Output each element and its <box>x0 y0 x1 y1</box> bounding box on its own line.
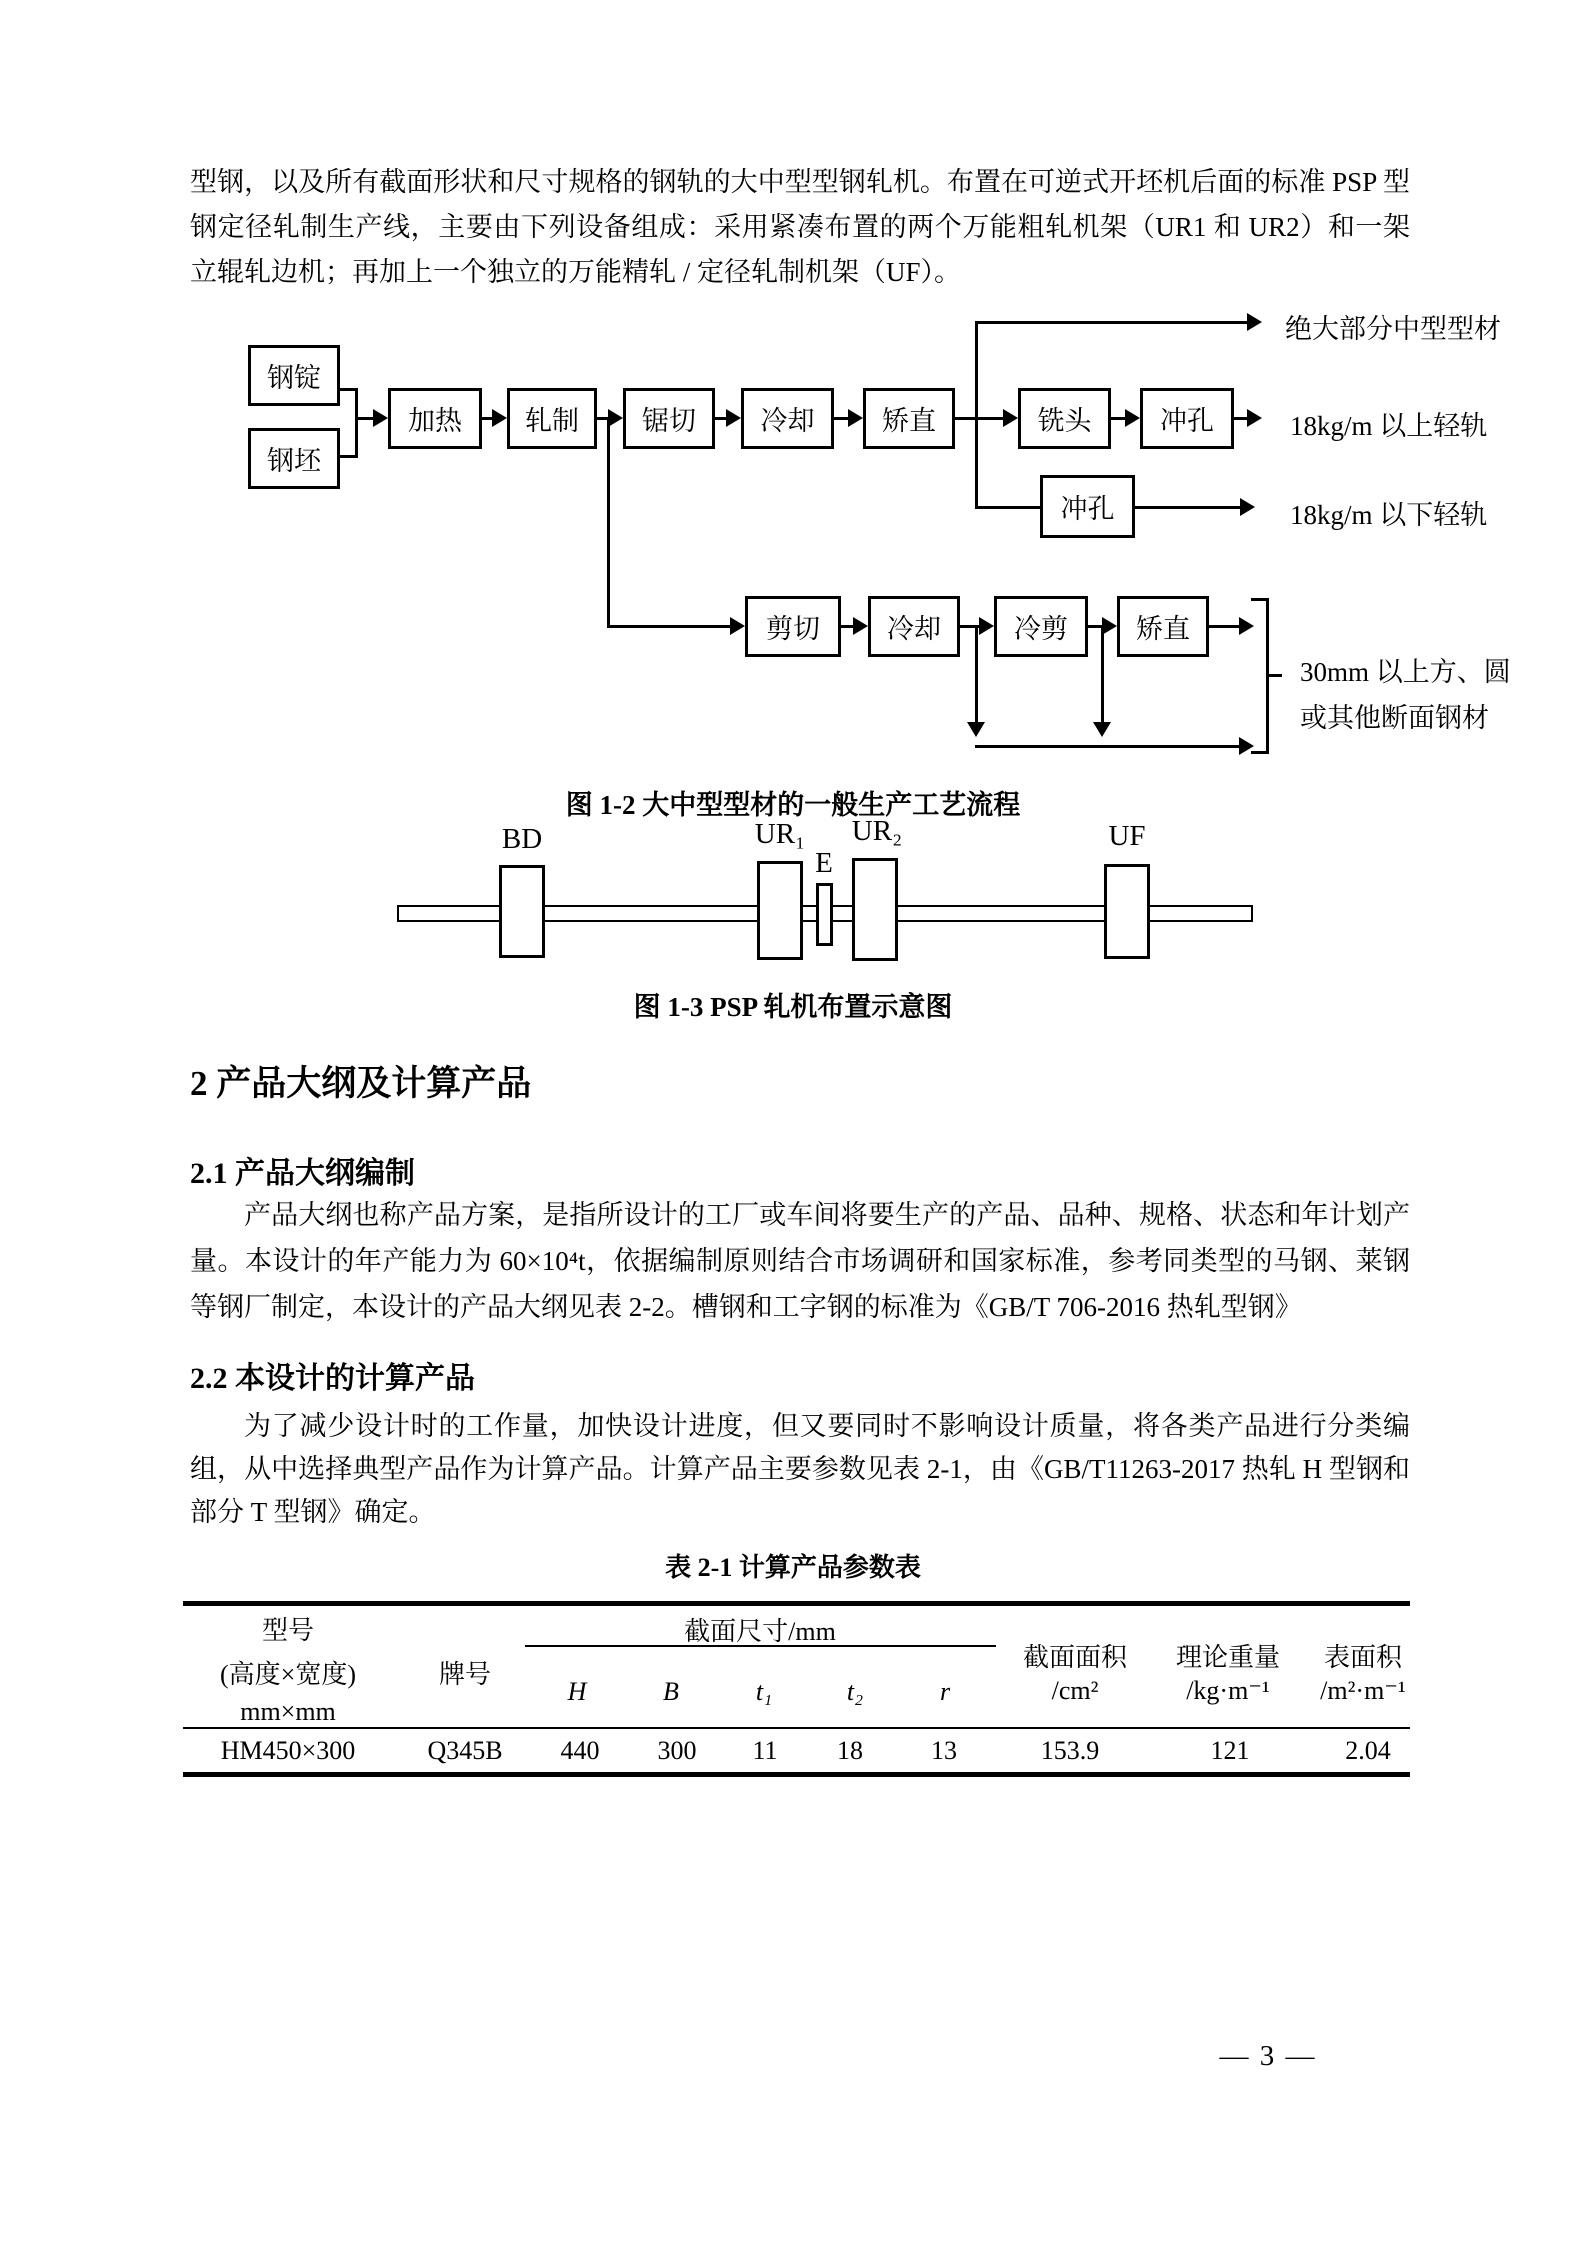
bracket-tick <box>1251 751 1269 754</box>
connector-line <box>975 321 1247 324</box>
flow-box-punching-upper: 冲孔 <box>1140 388 1234 449</box>
connector-line <box>1209 625 1240 628</box>
stand-uf <box>1104 864 1150 959</box>
stand-bd <box>499 865 545 958</box>
arrowhead-right <box>1239 617 1254 635</box>
arrowhead-right <box>1247 409 1262 427</box>
arrowhead-right <box>1102 617 1117 635</box>
connector-line <box>955 417 1004 420</box>
stand-label-e: E <box>815 847 833 879</box>
table-header-weight-line1: 理论重量 <box>1175 1643 1281 1672</box>
table-header-grade: 牌号 <box>438 1660 492 1689</box>
table-header-dim-b: B <box>663 1677 679 1706</box>
table-header-dim-t1: t₁ <box>755 1677 773 1706</box>
arrowhead-right <box>726 409 741 427</box>
section-2-2-paragraph: 为了减少设计时的工作量，加快设计进度，但又要同时不影响设计质量，将各类产品进行分类编组，从中选择典型产品作为计算产品。计算产品主要参数见表 2-1，由《GB/T11263-2017 热轧 H 型钢和部分 T 型钢》确定。 <box>190 1411 1410 1527</box>
table-header-rule <box>183 1727 1410 1729</box>
drop-line <box>975 627 978 722</box>
drop-line <box>1101 627 1104 722</box>
table-cell-area: 153.9 <box>1040 1736 1100 1765</box>
stand-e <box>816 883 833 946</box>
arrowhead-down <box>1093 722 1111 737</box>
table-header-model-line3: mm×mm <box>240 1697 336 1726</box>
chapter-title: 2 产品大纲及计算产品 <box>190 1064 532 1103</box>
table-cell-weight: 121 <box>1210 1736 1250 1765</box>
table-cell-t1: 11 <box>752 1736 778 1765</box>
flow-output-light-rail-below: 18kg/m 以下轻轨 <box>1290 500 1488 530</box>
arrowhead-right <box>730 617 745 635</box>
table-bottom-rule <box>183 1772 1410 1777</box>
flow-box-punching-lower: 冲孔 <box>1040 475 1135 538</box>
table-cell-surface: 2.04 <box>1345 1736 1391 1765</box>
flow-box-sawing: 锯切 <box>623 388 715 449</box>
bracket-tick <box>1251 598 1269 601</box>
table-header-dim-r: r <box>939 1677 951 1706</box>
flow-output-light-rail-above: 18kg/m 以上轻轨 <box>1290 411 1488 441</box>
table-cell-grade: Q345B <box>427 1736 503 1765</box>
stand-ur1 <box>757 861 803 960</box>
table-header-surface-line2: /m²·m⁻¹ <box>1320 1676 1406 1705</box>
branch-line <box>607 419 610 627</box>
connector-line <box>1111 417 1126 420</box>
flow-box-cooling-lower: 冷却 <box>868 596 960 657</box>
stand-label-ur2: UR₂ <box>851 815 903 847</box>
connector-line <box>355 388 358 458</box>
arrowhead-right <box>492 409 507 427</box>
flow-box-billet: 钢坯 <box>248 428 340 489</box>
flow-output-bar-line1: 30mm 以上方、圆 <box>1300 657 1511 687</box>
table-cell-b: 300 <box>657 1736 697 1765</box>
stand-ur2 <box>852 858 898 961</box>
branch-line <box>975 321 978 509</box>
flow-box-cold-shearing: 冷剪 <box>994 596 1088 657</box>
connector-line <box>355 417 375 420</box>
flow-box-heating: 加热 <box>388 388 482 449</box>
flow-output-medium-sections: 绝大部分中型型材 <box>1285 314 1501 344</box>
connector-line <box>1234 417 1248 420</box>
intro-paragraph: 型钢，以及所有截面形状和尺寸规格的钢轨的大中型型钢轧机。布置在可逆式开坯机后面的标准 PSP 型钢定径轧制生产线，主要由下列设备组成：采用紧凑布置的两个万能粗轧机架（UR1 和 UR2）和一架立辊轧边机；再加上一个独立的万能精轧 / 定径轧制机架（UF）。 <box>190 167 1410 287</box>
flow-box-milling-head: 铣头 <box>1018 388 1111 449</box>
figure-1-3-caption: 图 1-3 PSP 轧机布置示意图 <box>633 992 953 1022</box>
table-cell-model: HM450×300 <box>220 1736 356 1765</box>
arrowhead-right <box>1240 498 1255 516</box>
flow-box-rolling: 轧制 <box>507 388 597 449</box>
arrowhead-right <box>853 617 868 635</box>
section-2-1-title: 2.1 产品大纲编制 <box>190 1157 415 1190</box>
figure-1-2-caption: 图 1-2 大中型型材的一般生产工艺流程 <box>565 790 1021 820</box>
flow-box-straightening-lower: 矫直 <box>1117 596 1209 657</box>
arrowhead-right <box>848 409 863 427</box>
flow-box-ingot: 钢锭 <box>248 345 340 406</box>
connector-line <box>975 745 1240 748</box>
arrowhead-right <box>608 409 623 427</box>
arrowhead-right <box>979 617 994 635</box>
table-caption: 表 2-1 计算产品参数表 <box>665 1553 921 1582</box>
bracket-tick <box>1269 674 1282 677</box>
arrowhead-right <box>1247 313 1262 331</box>
arrowhead-right <box>373 409 388 427</box>
connector-line <box>834 417 849 420</box>
stand-label-uf: UF <box>1108 820 1146 852</box>
flow-output-bar-line2: 或其他断面钢材 <box>1300 703 1489 733</box>
connector-line <box>975 506 1040 509</box>
table-cell-h: 440 <box>560 1736 600 1765</box>
arrowhead-right <box>1003 409 1018 427</box>
connector-line <box>1135 506 1240 509</box>
flow-box-straightening: 矫直 <box>863 388 955 449</box>
section-2-1-paragraph: 产品大纲也称产品方案，是指所设计的工厂或车间将要生产的产品、品种、规格、状态和年计划产量。本设计的年产能力为 60×10⁴t，依据编制原则结合市场调研和国家标准，参考同类型的马钢、莱钢等钢厂制定，本设计的产品大纲见表 2-2。槽钢和工字钢的标准为《GB/T 706-2016 热轧型钢》 <box>190 1200 1410 1322</box>
section-2-2-title: 2.2 本设计的计算产品 <box>190 1362 475 1395</box>
connector-line <box>607 625 730 628</box>
stand-label-bd: BD <box>501 823 543 855</box>
table-header-area-line2: /cm² <box>1051 1676 1099 1705</box>
table-header-model-line2: (高度×宽度) <box>220 1660 356 1689</box>
arrowhead-right <box>1125 409 1140 427</box>
arrowhead-down <box>967 722 985 737</box>
flow-box-shearing: 剪切 <box>745 596 841 657</box>
table-cell-t2: 18 <box>837 1736 863 1765</box>
table-header-dim-t2: t₂ <box>846 1677 864 1706</box>
stand-label-ur1: UR₁ <box>754 818 806 850</box>
flow-box-cooling: 冷却 <box>741 388 834 449</box>
table-header-weight-line2: /kg·m⁻¹ <box>1186 1676 1270 1705</box>
table-header-dim-h: H <box>567 1677 587 1706</box>
table-cell-r: 13 <box>931 1736 957 1765</box>
page-number: — 3 — <box>1219 2040 1317 2072</box>
table-header-dims-group: 截面尺寸/mm <box>684 1617 836 1646</box>
table-header-model-line1: 型号 <box>261 1616 315 1645</box>
table-header-surface-line1: 表面积 <box>1323 1643 1403 1672</box>
table-header-area-line1: 截面面积 <box>1022 1643 1128 1672</box>
table-top-rule <box>183 1601 1410 1606</box>
